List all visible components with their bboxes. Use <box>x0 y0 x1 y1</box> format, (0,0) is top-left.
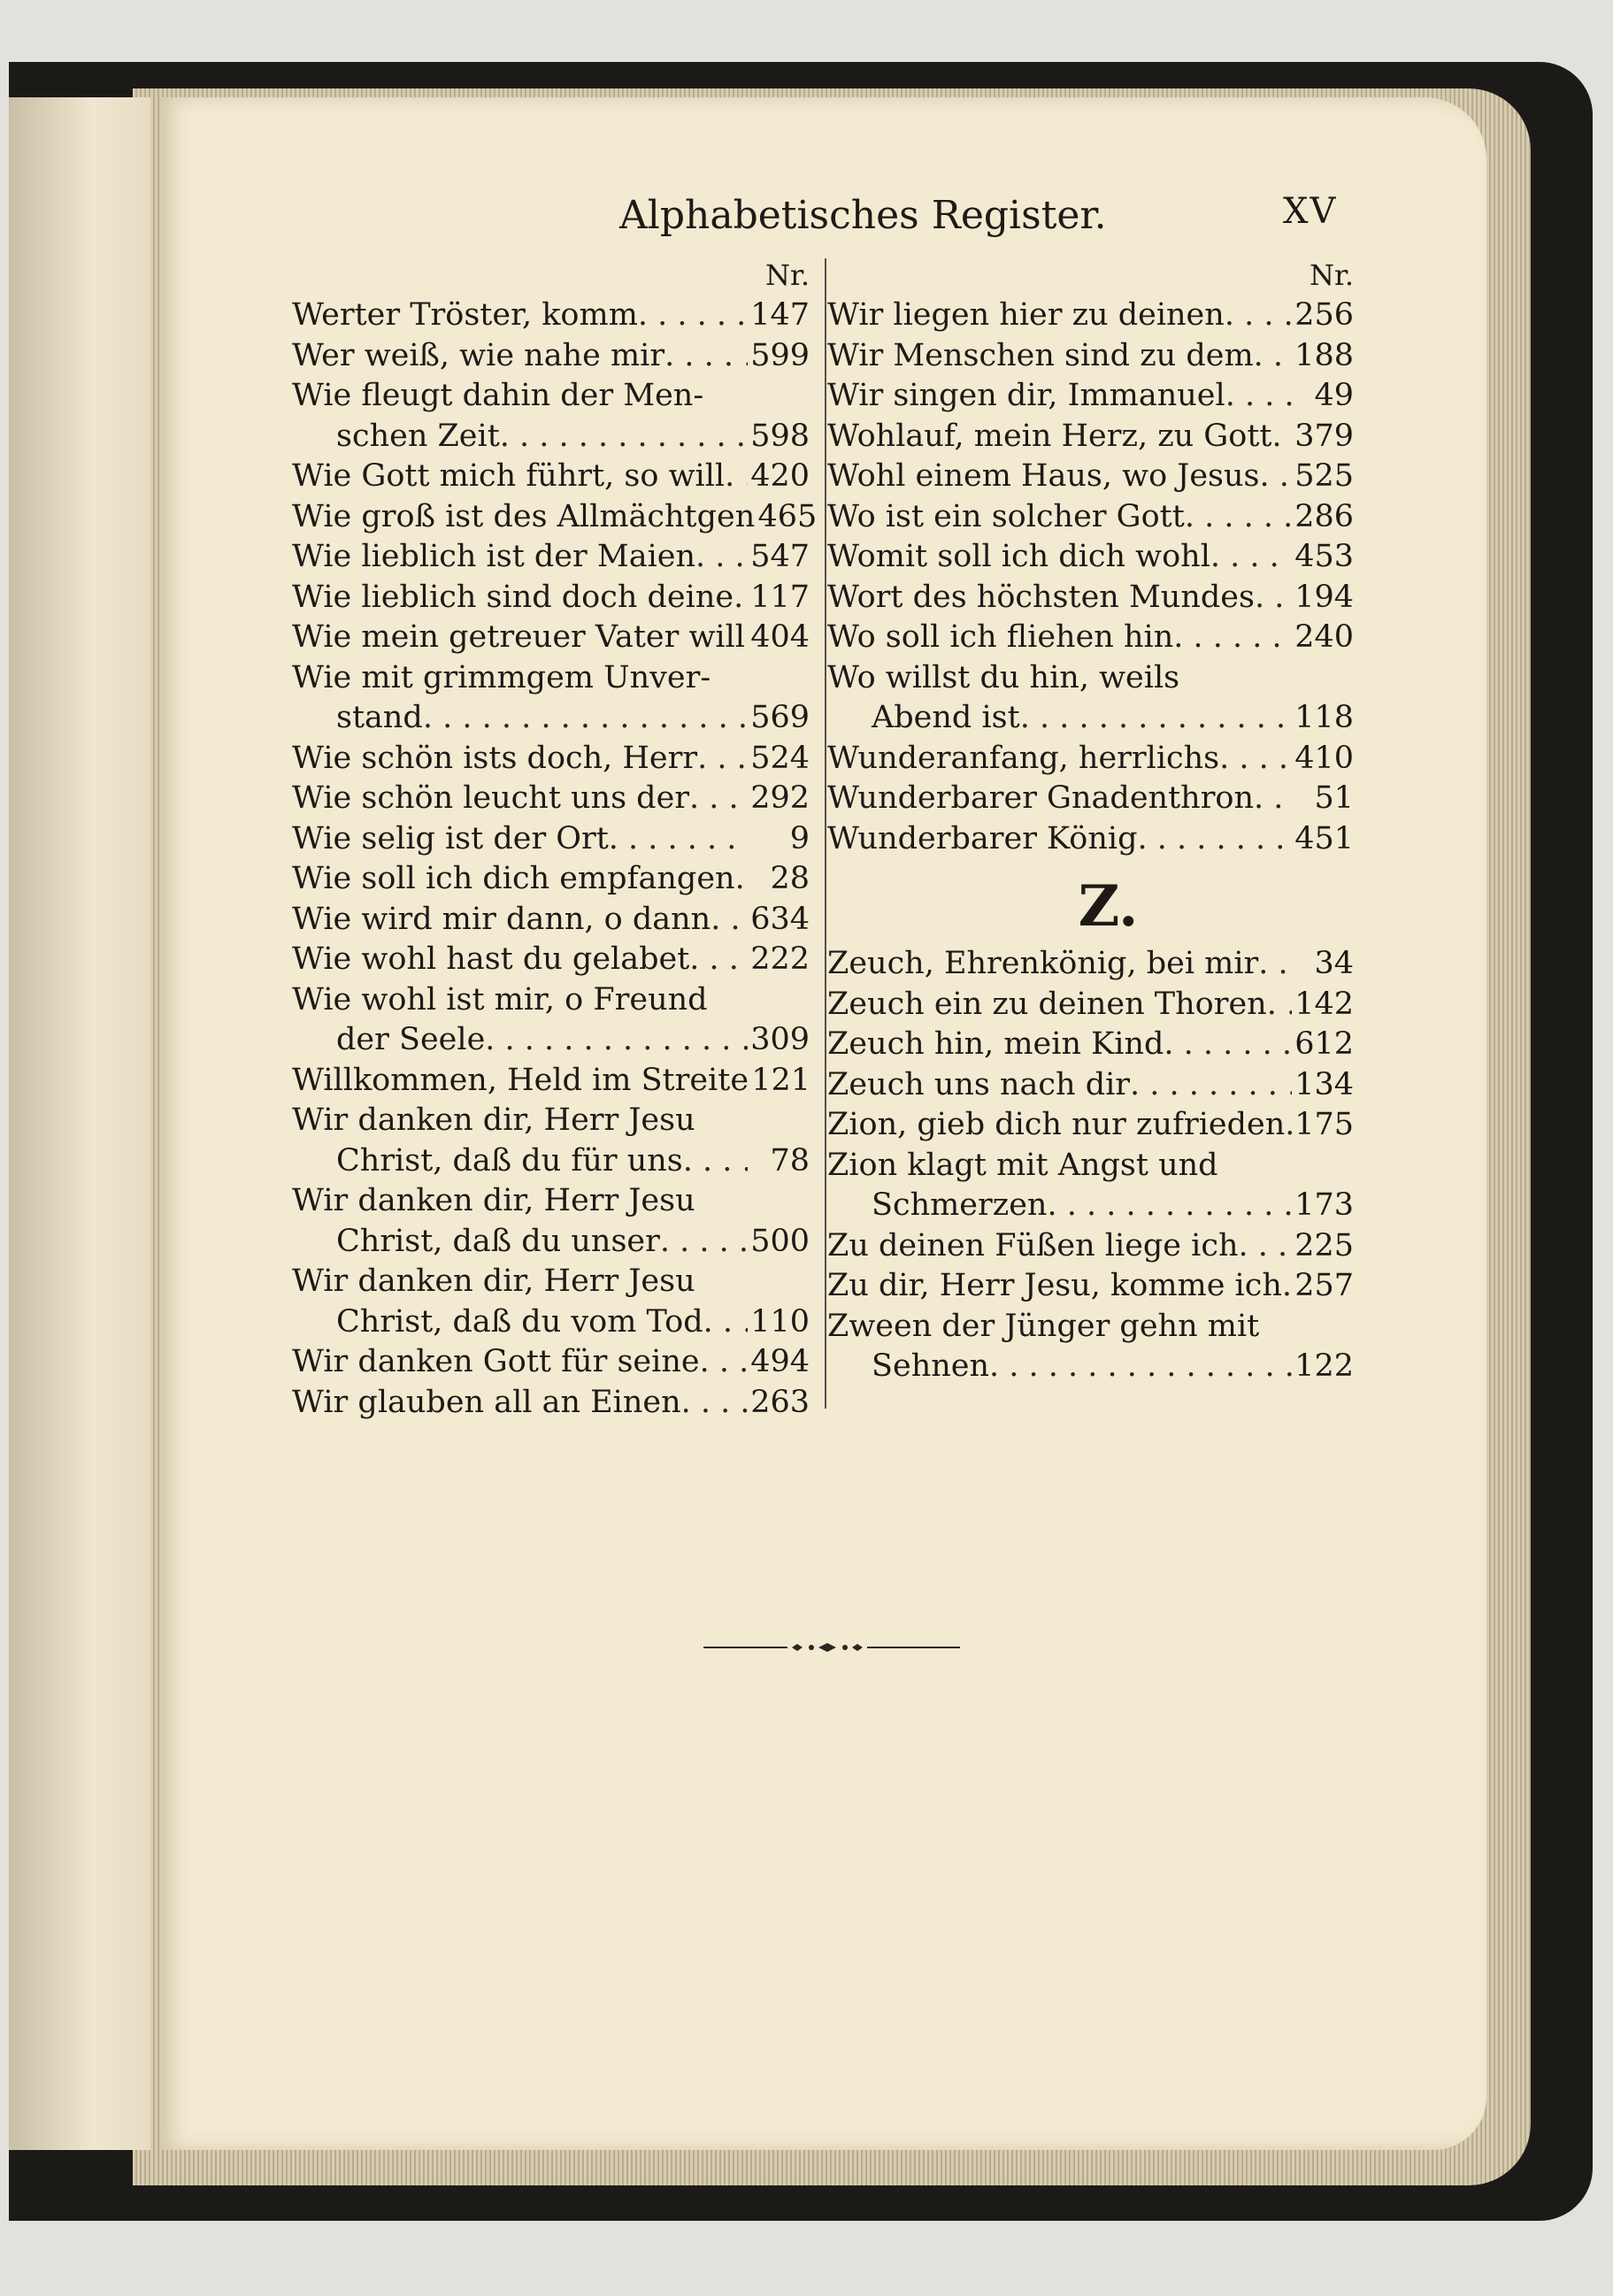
leader-dots <box>989 1347 1292 1387</box>
entry-title: Wohlauf, mein Herz, zu Gott <box>827 418 1272 454</box>
leader-dots <box>423 698 748 739</box>
entry-number: 612 <box>1294 1026 1354 1062</box>
entry-title: Wir danken dir, Herr Jesu <box>292 1263 695 1299</box>
entry-title: Wie mit grimmgem Unver- <box>292 659 711 695</box>
entry-title: Wie Gott mich führt, so will <box>292 458 726 494</box>
index-entry <box>292 1302 810 1343</box>
entry-number: 453 <box>1294 539 1354 574</box>
index-entry <box>292 1222 810 1263</box>
entry-number: 34 <box>1314 946 1354 981</box>
entry-number: 147 <box>750 297 810 333</box>
entry-number: 194 <box>1294 579 1354 615</box>
entry-number: 9 <box>789 820 810 856</box>
entry-title: Abend ist <box>872 700 1020 735</box>
leader-dots <box>683 1141 748 1182</box>
entry-number: 634 <box>750 901 810 937</box>
entry-title: Womit soll ich dich wohl <box>827 539 1210 574</box>
leader-dots <box>1271 417 1292 457</box>
entry-title: Wo soll ich fliehen hin <box>827 619 1174 655</box>
index-list-left <box>292 296 818 1423</box>
entry-number: 525 <box>1294 458 1354 494</box>
entry-number: 49 <box>1314 378 1354 413</box>
index-entry <box>292 1181 810 1222</box>
entry-title: Wohl einem Haus, wo Jesus <box>827 458 1260 494</box>
section-letter-z: Z. <box>1078 873 1139 940</box>
entry-title: Wo ist ein solcher Gott <box>827 498 1185 534</box>
entry-title: Wie schön ists doch, Herr <box>292 740 698 776</box>
index-entry <box>292 779 810 819</box>
index-entry <box>292 296 810 336</box>
index-entry <box>827 1307 1354 1348</box>
index-entry <box>827 1146 1354 1186</box>
entry-number: 286 <box>1294 498 1354 534</box>
entry-title: Christ, daß du unser <box>336 1223 660 1259</box>
leader-dots <box>735 859 748 900</box>
entry-number: 410 <box>1294 740 1354 776</box>
entry-title: Willkommen, Held im Streite <box>292 1062 749 1098</box>
leader-dots <box>725 457 748 497</box>
entry-title: Wir Menschen sind zu dem <box>827 337 1254 373</box>
entry-title: Zion klagt mit Angst und <box>827 1147 1218 1183</box>
index-entry <box>827 417 1354 457</box>
entry-title: Wer weiß, wie nahe mir <box>292 337 665 373</box>
index-entry <box>292 658 810 699</box>
entry-number: 78 <box>770 1142 810 1179</box>
entry-number: 309 <box>750 1022 810 1057</box>
entry-number: 451 <box>1294 820 1354 856</box>
index-entry <box>292 1141 810 1182</box>
index-entry <box>292 900 810 941</box>
entry-number: 28 <box>770 861 810 896</box>
leader-dots <box>1210 537 1292 578</box>
leader-dots <box>703 1302 748 1343</box>
leader-dots <box>1285 1105 1292 1146</box>
entry-title: Wunderanfang, herrlichs <box>827 740 1220 776</box>
leader-dots <box>697 739 748 779</box>
entry-title: Wir glauben all an Einen <box>292 1384 681 1420</box>
entry-title: stand <box>336 700 423 735</box>
nr-heading: Nr. <box>765 258 810 292</box>
leader-dots <box>1020 698 1292 739</box>
entry-number: 379 <box>1294 418 1354 454</box>
entry-title: Christ, daß du für uns <box>336 1142 683 1179</box>
index-entry <box>292 859 810 900</box>
entry-number: 494 <box>750 1344 810 1379</box>
entry-title: Sehnen <box>872 1348 990 1384</box>
entry-title: Wie groß ist des Allmächtgen <box>292 498 756 534</box>
leader-dots <box>500 417 748 457</box>
index-entry <box>292 417 810 457</box>
index-entry <box>292 819 810 860</box>
leader-dots <box>485 1020 748 1061</box>
index-entry <box>827 1025 1354 1065</box>
entry-number: 569 <box>750 700 810 735</box>
index-entry <box>827 578 1354 618</box>
index-list-right <box>827 296 1354 859</box>
leader-dots <box>1260 457 1292 497</box>
index-entry <box>827 739 1354 779</box>
index-entry <box>292 1061 810 1102</box>
entry-number: 51 <box>1314 780 1354 816</box>
entry-title: Christ, daß du vom Tod <box>336 1303 703 1340</box>
entry-title: Wie wohl ist mir, o Freund <box>292 981 708 1017</box>
entry-title: Werter Tröster, komm <box>292 297 638 333</box>
entry-title: Wir singen dir, Immanuel <box>827 378 1225 413</box>
page-number: XV <box>1283 191 1338 232</box>
leader-dots <box>1164 1025 1292 1065</box>
index-entry <box>827 819 1354 860</box>
leader-dots <box>695 537 748 578</box>
index-entry <box>827 944 1354 985</box>
entry-number: 122 <box>1294 1348 1354 1384</box>
index-entry <box>292 376 810 417</box>
leader-dots <box>1130 1065 1292 1106</box>
index-column-right <box>827 255 1354 1387</box>
entry-title: Wir danken dir, Herr Jesu <box>292 1102 695 1138</box>
entry-number: 117 <box>750 579 810 615</box>
ornament-divider <box>703 1642 960 1653</box>
index-entry <box>827 376 1354 417</box>
entry-title: Zeuch, Ehrenkönig, bei mir <box>827 946 1259 981</box>
index-entry <box>292 698 810 739</box>
index-entry <box>292 457 810 497</box>
index-entry <box>292 578 810 618</box>
index-entry <box>292 497 818 538</box>
entry-title: Wie soll ich dich empfangen <box>292 861 735 896</box>
index-entry <box>827 618 1354 658</box>
index-column-left <box>292 255 818 1423</box>
leader-dots <box>664 336 748 377</box>
index-entry <box>292 537 810 578</box>
index-entry <box>292 739 810 779</box>
entry-title: Zween der Jünger gehn mit <box>827 1308 1260 1344</box>
entry-number: 465 <box>757 498 818 534</box>
entry-title: Zeuch hin, mein Kind <box>827 1026 1164 1062</box>
entry-title: Wie mein getreuer Vater will <box>292 619 745 655</box>
entry-number: 500 <box>750 1223 810 1259</box>
entry-title: Wunderbarer Gnadenthron <box>827 780 1255 816</box>
entry-number: 110 <box>750 1303 810 1340</box>
entry-title: der Seele <box>336 1022 486 1057</box>
leader-dots <box>1255 578 1292 618</box>
leader-dots <box>1225 376 1292 417</box>
entry-number: 134 <box>1294 1066 1354 1102</box>
entry-number: 175 <box>1294 1107 1354 1142</box>
entry-number: 598 <box>750 418 810 454</box>
leader-dots <box>700 1342 748 1383</box>
entry-title: Wie lieblich ist der Maien <box>292 539 696 574</box>
entry-number: 404 <box>750 619 810 655</box>
leader-dots <box>1219 739 1292 779</box>
nr-heading: Nr. <box>1310 258 1354 292</box>
entry-number: 142 <box>1294 986 1354 1022</box>
entry-title: Zion, gieb dich nur zufrieden <box>827 1107 1286 1142</box>
entry-title: Wir danken dir, Herr Jesu <box>292 1183 695 1218</box>
leader-dots <box>1282 1266 1292 1307</box>
index-entry <box>827 658 1354 699</box>
leader-dots <box>710 900 748 941</box>
entry-number: 240 <box>1294 619 1354 655</box>
leader-dots <box>734 578 748 618</box>
index-entry <box>827 537 1354 578</box>
index-entry <box>827 1226 1354 1267</box>
index-entry <box>292 1262 810 1302</box>
leader-dots <box>609 819 748 860</box>
entry-title: Wie schön leucht uns der <box>292 780 690 816</box>
leader-dots <box>1047 1186 1292 1226</box>
entry-title: schen Zeit <box>336 418 500 454</box>
index-entry <box>827 336 1354 377</box>
leader-dots <box>660 1222 748 1263</box>
leader-dots <box>689 779 748 819</box>
index-entry <box>827 779 1354 819</box>
leader-dots <box>1225 296 1292 336</box>
leader-dots <box>1185 497 1292 538</box>
index-entry <box>827 1266 1354 1307</box>
index-entry <box>827 698 1354 739</box>
entry-number: 121 <box>751 1062 811 1098</box>
entry-number: 524 <box>750 740 810 776</box>
index-entry <box>827 457 1354 497</box>
index-entry <box>827 1065 1354 1106</box>
index-list-z <box>827 944 1354 1387</box>
leader-dots <box>1254 779 1292 819</box>
leader-dots <box>1258 944 1292 985</box>
entry-title: Wie wohl hast du gelabet <box>292 941 690 977</box>
index-entry <box>292 940 810 980</box>
entry-title: Wie lieblich sind doch deine <box>292 579 734 615</box>
entry-number: 420 <box>750 458 810 494</box>
facing-page-strip <box>9 97 150 2150</box>
entry-title: Wie fleugt dahin der Men- <box>292 378 704 413</box>
index-entry <box>827 1186 1354 1226</box>
entry-title: Wie wird mir dann, o dann <box>292 901 711 937</box>
entry-title: Zu deinen Füßen liege ich <box>827 1227 1239 1263</box>
entry-number: 599 <box>750 337 810 373</box>
index-entry <box>292 1101 810 1141</box>
column-divider <box>825 258 826 1409</box>
index-entry <box>292 1342 810 1383</box>
entry-title: Wie selig ist der Ort <box>292 820 609 856</box>
entry-number: 547 <box>750 539 810 574</box>
leader-dots <box>1254 336 1292 377</box>
index-entry <box>827 296 1354 336</box>
index-entry <box>292 1020 810 1061</box>
leader-dots <box>638 296 748 336</box>
entry-title: Wo willst du hin, weils <box>827 659 1180 695</box>
index-entry <box>827 985 1354 1025</box>
index-entry <box>292 618 810 658</box>
entry-number: 256 <box>1294 297 1354 333</box>
leader-dots <box>1239 1226 1293 1267</box>
leader-dots <box>1173 618 1292 658</box>
index-entry <box>827 497 1354 538</box>
entry-number: 257 <box>1294 1268 1354 1303</box>
leader-dots <box>689 940 748 980</box>
leader-dots <box>681 1383 748 1424</box>
entry-title: Wir liegen hier zu deinen <box>827 297 1225 333</box>
entry-title: Wort des höchsten Mundes <box>827 579 1255 615</box>
leader-dots <box>1267 985 1292 1025</box>
entry-title: Zu dir, Herr Jesu, komme ich <box>827 1268 1282 1303</box>
entry-title: Wunderbarer König <box>827 820 1138 856</box>
entry-number: 225 <box>1294 1227 1354 1263</box>
index-entry <box>292 980 810 1021</box>
index-entry <box>292 336 810 377</box>
entry-number: 292 <box>750 780 810 816</box>
entry-title: Schmerzen <box>872 1187 1048 1223</box>
entry-title: Zeuch uns nach dir <box>827 1066 1131 1102</box>
index-entry <box>292 1383 810 1424</box>
entry-number: 188 <box>1294 337 1354 373</box>
index-entry <box>827 1105 1354 1146</box>
entry-number: 118 <box>1294 700 1354 735</box>
index-entry <box>827 1347 1354 1387</box>
entry-title: Zeuch ein zu deinen Thoren <box>827 986 1267 1022</box>
entry-number: 222 <box>750 941 810 977</box>
leader-dots <box>1137 819 1292 860</box>
entry-number: 263 <box>750 1384 810 1420</box>
entry-title: Wir danken Gott für seine <box>292 1344 700 1379</box>
entry-number: 173 <box>1294 1187 1354 1223</box>
page-header-title: Alphabetisches Register. <box>619 193 1107 238</box>
